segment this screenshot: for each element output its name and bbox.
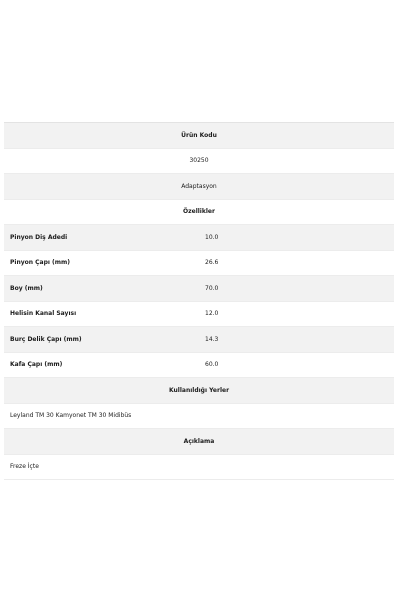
feature-value: 70.0 [199,276,394,302]
feature-label: Pinyon Çapı (mm) [4,250,199,276]
description-header: Açıklama [4,429,394,455]
product-code-header: Ürün Kodu [4,123,394,149]
product-category: Adaptasyon [4,174,394,200]
usage-value: Leyland TM 30 Kamyonet TM 30 Midibüs [4,403,394,429]
feature-label: Boy (mm) [4,276,199,302]
usage-header: Kullanıldığı Yerler [4,378,394,404]
product-code-value: 30250 [4,148,394,174]
feature-label: Helisin Kanal Sayısı [4,301,199,327]
usage-row [4,403,394,429]
feature-row [4,301,394,327]
feature-row [4,250,394,276]
feature-value: 14.3 [199,327,394,353]
product-code-row [4,148,394,174]
feature-row [4,352,394,378]
product-spec-table [4,122,394,480]
feature-row [4,276,394,302]
usage-header-row [4,378,394,404]
description-row [4,454,394,480]
feature-value: 12.0 [199,301,394,327]
feature-label: Burç Delik Çapı (mm) [4,327,199,353]
feature-value: 10.0 [199,225,394,251]
feature-value: 26.6 [199,250,394,276]
features-header: Özellikler [4,199,394,225]
feature-label: Kafa Çapı (mm) [4,352,199,378]
feature-row [4,327,394,353]
product-code-header-row [4,123,394,149]
feature-value: 60.0 [199,352,394,378]
feature-label: Pinyon Diş Adedi [4,225,199,251]
description-value: Freze İçte [4,454,394,480]
description-header-row [4,429,394,455]
product-category-row [4,174,394,200]
features-header-row [4,199,394,225]
feature-row [4,225,394,251]
